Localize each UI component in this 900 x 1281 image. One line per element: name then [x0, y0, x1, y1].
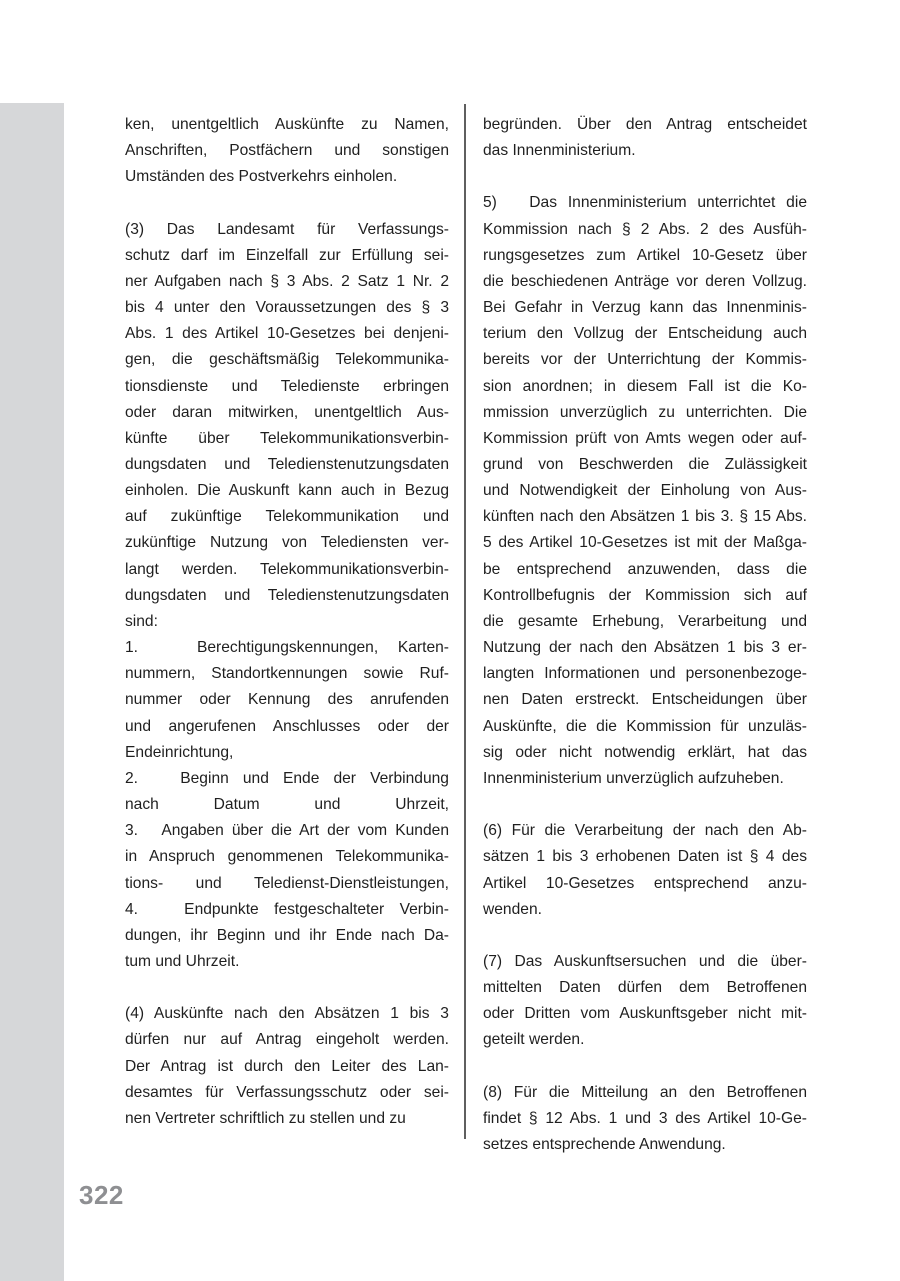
paragraph [483, 949, 807, 1054]
text-line: begründen. Über den Antrag entscheidet [483, 116, 807, 133]
text-line: in Anspruch genommenen Telekommunika- [125, 848, 449, 866]
text-line: sig oder nicht notwendig erklärt, hat das [483, 743, 807, 761]
text-line: auf zukünftige Telekommunikation und [125, 508, 449, 526]
text-line: die beschiedenen Anträge vor deren Vollzug. [483, 272, 807, 290]
text-line: sind: [125, 612, 158, 630]
text-line: bereits vor der Unterrichtung der Kommis- [483, 351, 807, 369]
text-line: be entsprechend anzuwenden, dass die [483, 560, 807, 578]
text-line: Artikel 10-Gesetzes entsprechend anzu- [483, 874, 807, 892]
text-line: und Notwendigkeit der Einholung von Aus- [483, 482, 807, 500]
text-line: oder daran mitwirken, unentgeltlich Aus- [125, 403, 449, 421]
text-line: terium den Vollzug der Entscheidung auch [483, 325, 807, 343]
text-line: (8) Für die Mitteilung an den Betroffenen [483, 1083, 807, 1101]
text-line: tions- und Teledienst-Dienstleistungen, [125, 874, 449, 892]
paragraph [483, 190, 807, 792]
text-line: wenden. [483, 900, 542, 918]
text-line: desamtes für Verfassungsschutz oder sei- [125, 1083, 449, 1101]
column-divider [464, 104, 466, 1139]
text-line: künfte über Telekommunikationsverbin- [125, 429, 449, 447]
text-line: 5) Das Innenministerium unterrichtet die [483, 194, 807, 212]
text-line: grund von Beschwerden die Zulässigkeit [483, 456, 807, 474]
text-line: nen Daten erstreckt. Entscheidungen über [483, 691, 807, 709]
text-line: (3) Das Landesamt für Verfassungs- [125, 220, 449, 238]
text-line: dungsdaten und Teledienstenutzungsdaten [125, 456, 449, 474]
text-line: 4. Endpunkte festgeschalteter Verbin- [125, 900, 449, 918]
text-line: langt werden. Telekommunikationsverbin- [125, 560, 449, 578]
text-line: zukünftige Nutzung von Telediensten ver- [125, 534, 449, 552]
text-line: Der Antrag ist durch den Leiter des Lan- [125, 1057, 449, 1075]
text-line: oder Dritten vom Auskunftsgeber nicht mit- [483, 1005, 807, 1023]
text-line: einholen. Die Auskunft kann auch in Bezug [125, 482, 449, 500]
page-number: 322 [79, 1180, 124, 1210]
text-line: sätzen 1 bis 3 erhobenen Daten ist § 4 des [483, 848, 807, 866]
paragraph [483, 1080, 807, 1158]
text-line: setzes entsprechende Anwendung. [483, 1136, 726, 1154]
text-line: die gesamte Erhebung, Verarbeitung und [483, 612, 807, 630]
paragraph [483, 818, 807, 923]
text-line: Abs. 1 des Artikel 10-Gesetzes bei denjeni- [125, 325, 449, 343]
text-line: langten Informationen und personenbezoge- [483, 665, 807, 683]
text-line: nummern, Standortkennungen sowie Ruf- [125, 665, 449, 683]
text-line: Bei Gefahr in Verzug kann das Innenminis- [483, 299, 807, 317]
text-line: Auskünfte, die die Kommission für unzuläs- [483, 717, 807, 735]
text-line: (6) Für die Verarbeitung der nach den Ab- [483, 822, 807, 840]
text-line: künften nach den Absätzen 1 bis 3. § 15 Abs. [483, 508, 807, 526]
text-line: Umständen des Postverkehrs einholen. [125, 168, 398, 186]
text-line: Innenministerium unverzüglich aufzuheben. [483, 769, 784, 787]
paragraph [125, 217, 449, 976]
text-line: ken, unentgeltlich Auskünfte zu Namen, [125, 116, 449, 133]
text-line: und angerufenen Anschlusses oder der [125, 717, 449, 735]
text-line: 2. Beginn und Ende der Verbindung [125, 769, 449, 787]
text-line: (7) Das Auskunftsersuchen und die über- [483, 952, 807, 970]
text-line: mittelten Daten dürfen dem Betroffenen [483, 979, 807, 997]
paragraph [125, 112, 449, 190]
text-line: tionsdienste und Teledienste erbringen [125, 377, 449, 395]
text-line: dürfen nur auf Antrag eingeholt werden. [125, 1031, 449, 1049]
text-line: gen, die geschäftsmäßig Telekommunika- [125, 351, 449, 369]
text-line: geteilt werden. [483, 1031, 585, 1049]
paragraph [483, 112, 807, 164]
text-line: 3. Angaben über die Art der vom Kunden [125, 822, 449, 840]
text-line: nummer oder Kennung des anrufenden [125, 691, 449, 709]
text-line: Nutzung der nach den Absätzen 1 bis 3 er- [483, 639, 807, 657]
text-line: Anschriften, Postfächern und sonstigen [125, 142, 449, 160]
text-line: rungsgesetzes zum Artikel 10-Gesetz über [483, 246, 807, 264]
text-line: dungsdaten und Teledienstenutzungsdaten [125, 586, 449, 604]
text-line: schutz darf im Einzelfall zur Erfüllung sei- [125, 246, 449, 264]
left-text-column [125, 112, 449, 1132]
paragraph [125, 1001, 449, 1132]
text-line: das Innenministerium. [483, 142, 636, 160]
text-line: Kontrollbefugnis der Kommission sich auf [483, 586, 807, 604]
text-line: bis 4 unter den Voraussetzungen des § 3 [125, 299, 449, 317]
text-line: (4) Auskünfte nach den Absätzen 1 bis 3 [125, 1005, 449, 1023]
text-line: ner Aufgaben nach § 3 Abs. 2 Satz 1 Nr. 2 [125, 272, 449, 290]
side-margin-band [0, 103, 64, 1281]
text-line: Endeinrichtung, [125, 743, 234, 761]
text-line: nach Datum und Uhrzeit, [125, 796, 449, 814]
text-line: tum und Uhrzeit. [125, 952, 240, 970]
text-line: sion anordnen; in diesem Fall ist die Ko- [483, 377, 807, 395]
text-line: 1. Berechtigungskennungen, Karten- [125, 639, 449, 657]
text-line: 5 des Artikel 10-Gesetzes ist mit der Maßga- [483, 534, 807, 552]
text-line: dungen, ihr Beginn und ihr Ende nach Da- [125, 926, 449, 944]
text-line: mmission unverzüglich zu unterrichten. Die [483, 403, 807, 421]
text-line: findet § 12 Abs. 1 und 3 des Artikel 10-Ge- [483, 1109, 807, 1127]
text-line: Kommission prüft von Amts wegen oder auf- [483, 429, 807, 447]
right-text-column [483, 112, 807, 1158]
text-line: nen Vertreter schriftlich zu stellen und zu [125, 1109, 406, 1127]
text-line: Kommission nach § 2 Abs. 2 des Ausfüh- [483, 220, 807, 238]
